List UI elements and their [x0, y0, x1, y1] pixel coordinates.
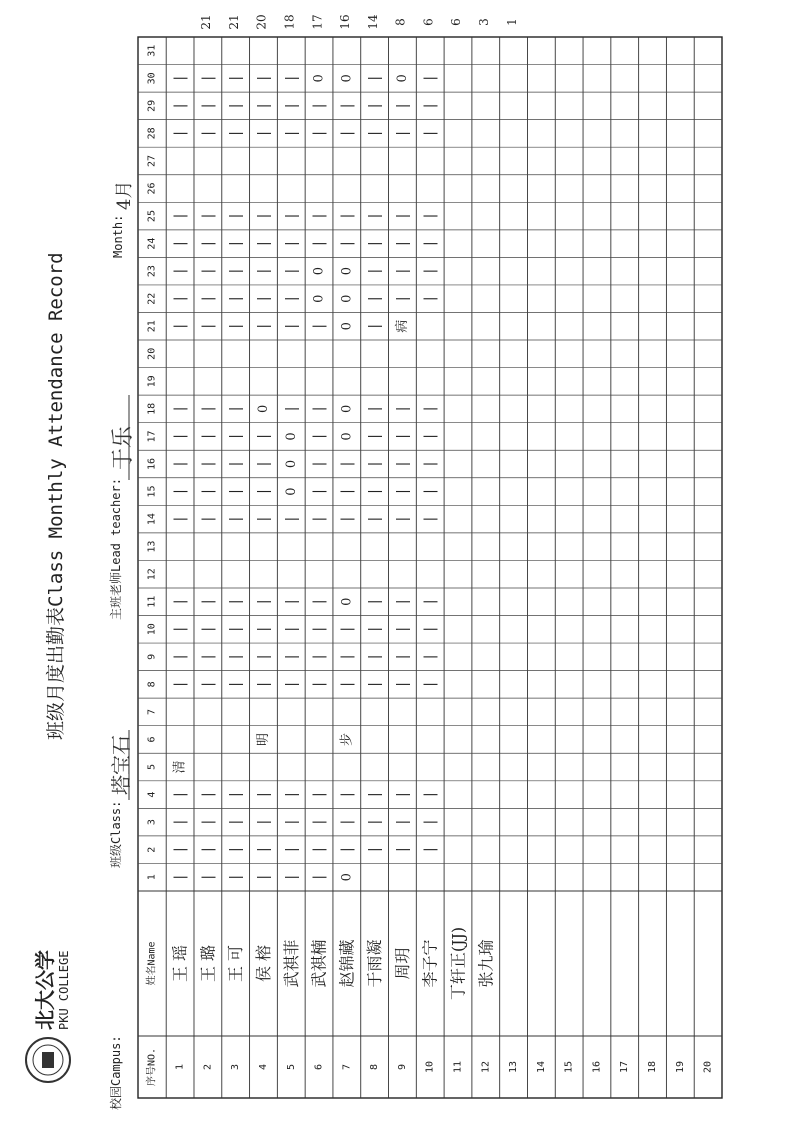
no-header: 序号NO.: [146, 1047, 158, 1087]
attendance-mark: |: [283, 296, 300, 302]
attendance-mark: |: [227, 792, 244, 797]
attendance-mark: |: [255, 599, 272, 605]
attendance-mark: |: [172, 434, 189, 439]
attendance-mark: |: [255, 323, 272, 329]
attendance-mark: |: [283, 213, 300, 219]
attendance-mark: 0: [283, 432, 299, 441]
attendance-mark: 0: [339, 432, 355, 441]
attendance-mark: |: [172, 461, 189, 467]
attendance-mark: |: [199, 213, 216, 219]
day-header: 10: [146, 623, 158, 636]
attendance-mark: |: [422, 654, 439, 660]
attendance-mark: |: [199, 599, 216, 605]
attendance-mark: |: [338, 819, 355, 825]
row-number: 5: [285, 1063, 297, 1071]
attendance-mark: |: [311, 434, 328, 439]
attendance-mark: |: [172, 213, 189, 219]
attendance-mark: |: [338, 461, 355, 467]
attendance-mark: |: [366, 847, 383, 853]
attendance-mark: |: [394, 654, 411, 660]
row-number: 11: [452, 1060, 464, 1074]
attendance-mark: |: [311, 792, 328, 797]
attendance-mark: |: [255, 654, 272, 660]
row-number: 4: [257, 1063, 269, 1071]
class-value: 塔宝石: [109, 735, 133, 795]
attendance-mark: |: [172, 268, 189, 274]
attendance-mark: |: [311, 819, 328, 825]
day-header: 23: [146, 265, 158, 278]
attendance-mark: |: [172, 131, 189, 136]
attendance-mark: |: [311, 847, 328, 853]
attendance-mark: |: [172, 296, 189, 302]
attendance-mark: 0: [283, 459, 299, 469]
attendance-mark: |: [227, 103, 244, 109]
row-number: 18: [647, 1060, 659, 1074]
attendance-mark: |: [227, 654, 244, 660]
month-label: Month:: [111, 214, 125, 258]
attendance-mark: |: [366, 654, 383, 660]
attendance-mark: 0: [339, 74, 355, 83]
attendance-mark: |: [311, 131, 328, 136]
day-header: 20: [146, 347, 158, 360]
attendance-mark: |: [227, 626, 244, 632]
attendance-mark: |: [422, 296, 439, 302]
attendance-mark: |: [255, 847, 272, 853]
day-header: 28: [146, 127, 158, 140]
attendance-mark: |: [366, 323, 383, 329]
margin-tally: 21: [199, 14, 214, 30]
margin-tally: 8: [393, 18, 408, 26]
attendance-mark: |: [199, 103, 216, 109]
attendance-mark: |: [199, 682, 216, 687]
margin-tally: 20: [254, 14, 269, 30]
attendance-mark: |: [199, 268, 216, 274]
attendance-mark: |: [227, 241, 244, 246]
logo-english: PKU COLLEGE: [57, 950, 71, 1030]
student-name: 张九瑜: [476, 939, 496, 988]
attendance-mark: |: [338, 241, 355, 246]
attendance-mark: |: [311, 682, 328, 687]
day-header: 14: [146, 513, 158, 526]
attendance-mark: |: [199, 847, 216, 853]
attendance-mark: |: [394, 626, 411, 632]
attendance-mark: |: [422, 792, 439, 797]
attendance-mark: |: [338, 103, 355, 109]
attendance-mark: |: [283, 654, 300, 660]
attendance-mark: |: [366, 434, 383, 439]
attendance-mark: |: [172, 819, 189, 825]
margin-tally: 6: [449, 18, 464, 26]
attendance-mark: |: [199, 75, 216, 81]
row-number: 17: [619, 1060, 631, 1074]
day-header: 26: [146, 182, 158, 195]
attendance-mark: |: [172, 654, 189, 660]
attendance-mark: |: [199, 241, 216, 246]
attendance-mark: |: [366, 461, 383, 467]
attendance-mark: |: [283, 323, 300, 329]
attendance-mark: |: [255, 296, 272, 302]
day-header: 11: [146, 595, 158, 608]
attendance-mark: |: [227, 268, 244, 274]
attendance-mark: |: [338, 213, 355, 219]
row-number: 6: [313, 1063, 325, 1071]
attendance-mark: |: [227, 847, 244, 853]
day-header: 18: [146, 402, 158, 415]
attendance-mark: |: [311, 874, 328, 880]
attendance-mark: |: [394, 682, 411, 687]
attendance-mark: |: [199, 516, 216, 522]
day-header: 25: [146, 210, 158, 223]
attendance-mark: |: [227, 406, 244, 412]
row-number: 10: [424, 1060, 436, 1074]
attendance-mark: |: [422, 268, 439, 274]
row-number: 2: [202, 1063, 214, 1071]
attendance-mark: |: [422, 682, 439, 687]
row-number: 12: [480, 1060, 492, 1074]
day-header: 12: [146, 568, 158, 581]
attendance-mark: |: [311, 599, 328, 605]
attendance-mark: |: [255, 461, 272, 467]
margin-tally: 3: [476, 18, 491, 26]
attendance-mark: |: [227, 516, 244, 522]
day-header: 21: [146, 320, 158, 333]
attendance-mark: |: [394, 103, 411, 109]
attendance-mark: 0: [339, 404, 355, 414]
day-header: 8: [146, 681, 158, 688]
attendance-mark: |: [366, 213, 383, 219]
attendance-mark: |: [283, 819, 300, 825]
attendance-mark: |: [422, 75, 439, 81]
attendance-mark: |: [394, 241, 411, 246]
attendance-mark: 0: [339, 267, 355, 276]
attendance-mark: |: [338, 131, 355, 136]
student-name: 丁轩正(JJ): [448, 926, 468, 1001]
attendance-mark: |: [422, 103, 439, 109]
attendance-mark: |: [422, 599, 439, 605]
attendance-mark: |: [394, 489, 411, 494]
attendance-mark: |: [283, 847, 300, 853]
attendance-mark: |: [311, 103, 328, 109]
row-number: 15: [563, 1060, 575, 1074]
attendance-mark: |: [422, 461, 439, 467]
attendance-mark: |: [255, 434, 272, 439]
attendance-mark: |: [283, 131, 300, 136]
attendance-mark: |: [227, 213, 244, 219]
attendance-mark: |: [283, 516, 300, 522]
campus-label: 校园Campus:: [109, 1035, 123, 1110]
attendance-mark: |: [255, 213, 272, 219]
attendance-mark: |: [422, 847, 439, 853]
attendance-mark: |: [255, 268, 272, 274]
class-label: 班级Class:: [109, 800, 123, 868]
student-name: 王 瑶: [170, 944, 190, 983]
row-number: 1: [174, 1063, 186, 1071]
row-number: 16: [591, 1060, 603, 1074]
margin-tally: 18: [282, 14, 297, 30]
attendance-mark: |: [394, 406, 411, 412]
attendance-mark: |: [338, 516, 355, 522]
student-name: 王 璐: [198, 944, 218, 983]
attendance-mark: |: [394, 819, 411, 825]
margin-tally: 21: [226, 14, 241, 30]
attendance-mark: 0: [339, 322, 355, 331]
attendance-mark: |: [172, 489, 189, 494]
attendance-mark: 清: [172, 760, 188, 774]
attendance-mark: |: [311, 489, 328, 494]
attendance-mark: |: [255, 819, 272, 825]
attendance-mark: |: [311, 654, 328, 660]
attendance-mark: |: [255, 241, 272, 246]
name-header: 姓名Name: [146, 941, 158, 986]
attendance-mark: |: [422, 131, 439, 136]
attendance-mark: |: [227, 819, 244, 825]
attendance-mark: |: [172, 874, 189, 880]
day-header: 16: [146, 457, 158, 471]
row-number: 8: [369, 1063, 381, 1071]
attendance-mark: |: [199, 654, 216, 660]
attendance-mark: |: [422, 434, 439, 439]
attendance-mark: |: [338, 654, 355, 660]
day-header: 13: [146, 540, 158, 553]
student-name: 周玥: [392, 947, 412, 980]
attendance-mark: |: [366, 489, 383, 494]
student-name: 李子宁: [420, 939, 440, 988]
attendance-mark: |: [227, 434, 244, 439]
attendance-mark: |: [172, 103, 189, 109]
attendance-mark: |: [227, 131, 244, 136]
logo-chinese: 北大公学: [33, 950, 57, 1030]
attendance-mark: |: [199, 819, 216, 825]
attendance-mark: |: [311, 406, 328, 412]
attendance-mark: |: [422, 241, 439, 246]
day-header: 31: [146, 44, 158, 57]
attendance-mark: |: [227, 296, 244, 302]
day-header: 29: [146, 99, 158, 112]
day-header: 30: [146, 72, 158, 85]
attendance-mark: 0: [255, 404, 271, 414]
attendance-mark: |: [255, 75, 272, 81]
attendance-mark: |: [199, 792, 216, 797]
attendance-mark: |: [338, 626, 355, 632]
attendance-mark: |: [255, 103, 272, 109]
page-title: 班级月度出勤表Class Monthly Attendance Record: [45, 252, 67, 740]
attendance-mark: |: [172, 682, 189, 687]
attendance-mark: 0: [311, 267, 327, 276]
attendance-mark: |: [283, 268, 300, 274]
margin-tally: 1: [504, 18, 519, 26]
attendance-mark: |: [311, 323, 328, 329]
attendance-mark: |: [227, 874, 244, 880]
attendance-mark: |: [366, 131, 383, 136]
attendance-mark: |: [394, 213, 411, 219]
row-number: 20: [702, 1060, 714, 1074]
attendance-mark: |: [394, 461, 411, 467]
attendance-mark: |: [255, 489, 272, 494]
attendance-mark: |: [199, 874, 216, 880]
day-header: 17: [146, 430, 158, 443]
attendance-mark: |: [366, 599, 383, 605]
attendance-mark: |: [366, 516, 383, 522]
attendance-mark: |: [422, 819, 439, 825]
student-name: 王 可: [226, 944, 246, 983]
attendance-mark: |: [227, 682, 244, 687]
attendance-mark: 0: [311, 74, 327, 83]
attendance-mark: |: [311, 213, 328, 219]
row-number: 13: [508, 1060, 520, 1074]
attendance-mark: 0: [283, 487, 299, 496]
attendance-mark: |: [338, 847, 355, 853]
attendance-mark: |: [227, 599, 244, 605]
attendance-mark: |: [394, 268, 411, 274]
attendance-mark: |: [394, 792, 411, 797]
attendance-mark: |: [394, 296, 411, 302]
day-header: 3: [146, 819, 158, 826]
attendance-mark: |: [311, 626, 328, 632]
attendance-mark: |: [311, 516, 328, 522]
student-name: 武祺楠: [309, 939, 329, 988]
attendance-mark: |: [422, 406, 439, 412]
day-header: 27: [146, 154, 158, 167]
attendance-mark: |: [366, 296, 383, 302]
row-number: 3: [230, 1063, 242, 1071]
attendance-mark: |: [338, 489, 355, 494]
attendance-mark: |: [394, 847, 411, 853]
margin-tally: 17: [310, 14, 325, 30]
row-number: 7: [341, 1063, 353, 1071]
attendance-mark: |: [366, 241, 383, 246]
attendance-mark: |: [366, 792, 383, 797]
attendance-mark: |: [394, 516, 411, 522]
attendance-mark: |: [366, 819, 383, 825]
day-header: 2: [146, 846, 158, 853]
row-number: 9: [396, 1063, 408, 1071]
day-header: 19: [146, 375, 158, 388]
attendance-mark: |: [283, 792, 300, 797]
row-number: 19: [674, 1060, 686, 1074]
attendance-mark: |: [172, 792, 189, 797]
attendance-mark: |: [422, 516, 439, 522]
attendance-mark: |: [366, 406, 383, 412]
attendance-mark: |: [394, 131, 411, 136]
attendance-mark: |: [172, 323, 189, 329]
attendance-mark: |: [422, 213, 439, 219]
day-header: 24: [146, 237, 158, 250]
attendance-mark: |: [199, 461, 216, 467]
margin-tally: 14: [365, 14, 380, 30]
attendance-mark: |: [199, 131, 216, 136]
attendance-mark: |: [199, 626, 216, 632]
row-number: 14: [535, 1060, 547, 1074]
teacher-label: 主班老师Lead teacher:: [109, 478, 123, 620]
attendance-mark: |: [422, 489, 439, 494]
attendance-mark: |: [283, 75, 300, 81]
attendance-mark: |: [255, 874, 272, 880]
attendance-mark: |: [227, 489, 244, 494]
day-header: 5: [146, 764, 158, 771]
attendance-mark: |: [366, 268, 383, 274]
student-name: 赵锦藏: [337, 939, 357, 988]
attendance-mark: |: [172, 847, 189, 853]
attendance-mark: |: [255, 131, 272, 136]
day-header: 7: [146, 708, 158, 715]
day-header: 4: [146, 791, 158, 798]
attendance-mark: |: [366, 682, 383, 687]
attendance-mark: |: [338, 792, 355, 797]
day-header: 22: [146, 292, 158, 305]
attendance-mark: |: [366, 626, 383, 632]
attendance-mark: |: [255, 626, 272, 632]
attendance-mark: |: [172, 75, 189, 81]
attendance-mark: |: [283, 241, 300, 246]
teacher-value: 于乐: [111, 425, 136, 470]
attendance-mark: |: [283, 406, 300, 412]
attendance-mark: 0: [339, 597, 355, 606]
attendance-mark: 病: [394, 319, 410, 333]
attendance-mark: |: [199, 489, 216, 494]
attendance-mark: |: [227, 461, 244, 467]
attendance-mark: |: [255, 516, 272, 522]
attendance-mark: |: [199, 296, 216, 302]
day-header: 9: [146, 653, 158, 660]
attendance-mark: |: [255, 682, 272, 687]
attendance-mark: |: [172, 516, 189, 522]
attendance-mark: 0: [311, 294, 327, 303]
attendance-mark: |: [283, 599, 300, 605]
attendance-mark: |: [199, 406, 216, 412]
attendance-mark: |: [394, 599, 411, 605]
attendance-mark: 明: [255, 732, 271, 746]
student-name: 于雨凝: [365, 939, 385, 988]
attendance-mark: |: [172, 599, 189, 605]
attendance-mark: |: [227, 75, 244, 81]
attendance-mark: |: [283, 626, 300, 632]
day-header: 15: [146, 485, 158, 498]
margin-tally: 16: [338, 14, 353, 30]
student-name: 侯 榕: [253, 944, 273, 983]
attendance-mark: |: [255, 792, 272, 797]
attendance-mark: |: [366, 103, 383, 109]
attendance-mark: 0: [339, 294, 355, 303]
attendance-mark: 步: [339, 732, 355, 746]
attendance-mark: |: [227, 323, 244, 329]
attendance-mark: |: [311, 241, 328, 246]
attendance-mark: |: [283, 874, 300, 880]
day-header: 6: [146, 736, 158, 743]
attendance-mark: |: [338, 682, 355, 687]
attendance-mark: |: [311, 461, 328, 467]
student-name: 武祺菲: [281, 939, 301, 988]
attendance-mark: |: [422, 626, 439, 632]
attendance-mark: |: [283, 103, 300, 109]
attendance-mark: 0: [339, 873, 355, 882]
attendance-mark: 0: [394, 74, 410, 83]
attendance-mark: |: [199, 323, 216, 329]
day-header: 1: [146, 874, 158, 881]
attendance-mark: |: [172, 241, 189, 246]
attendance-mark: |: [366, 75, 383, 81]
attendance-mark: |: [394, 434, 411, 439]
month-value: 4月: [114, 180, 135, 210]
attendance-mark: |: [172, 626, 189, 632]
attendance-mark: |: [172, 406, 189, 412]
margin-tally: 6: [421, 18, 436, 26]
attendance-mark: |: [199, 434, 216, 439]
attendance-mark: |: [283, 682, 300, 687]
